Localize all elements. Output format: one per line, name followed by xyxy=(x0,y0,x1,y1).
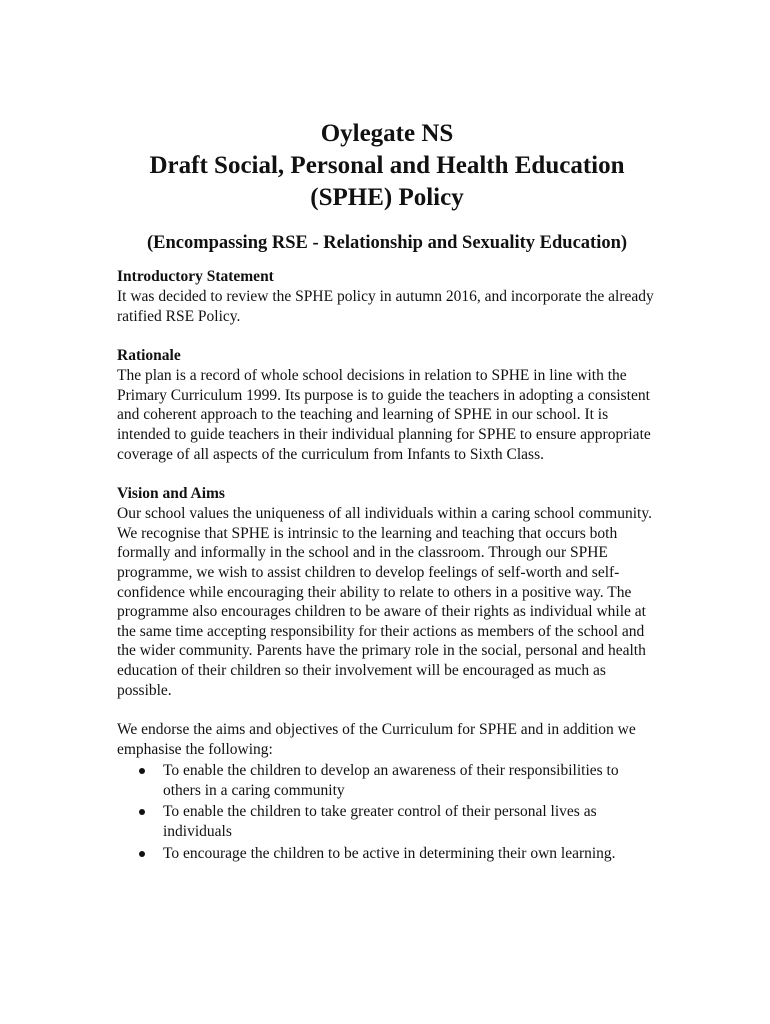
section-heading: Rationale xyxy=(117,347,181,365)
section-heading: Introductory Statement xyxy=(117,268,274,285)
aims-intro: We endorse the aims and objectives of the Curriculum for SPHE and in addition we emphasise the following: xyxy=(117,721,636,758)
section-body: The plan is a record of whole school decisions in relation to SPHE in line with the Primary Curriculum 1999. Its purpose is to guide the teachers in adopting a consistent and coherent approach to the teaching and learning of SPHE in our school. It is intended to guide teachers in their individual planning for SPHE to ensure appropriate coverage of all aspects of the curriculum from Infants to Sixth Class. xyxy=(117,367,651,463)
section-rationale xyxy=(117,346,657,464)
list-item-text: To enable the children to take greater control of their personal lives as individuals xyxy=(163,803,597,841)
section-heading: Vision and Aims xyxy=(117,485,225,503)
list-item xyxy=(117,761,657,800)
bullet-icon xyxy=(139,809,145,815)
section-body: It was decided to review the SPHE policy in autumn 2016, and incorporate the already ratified RSE Policy. xyxy=(117,288,654,325)
aims-list xyxy=(117,761,657,863)
list-item-text: To enable the children to develop an awareness of their responsibilities to others in a caring community xyxy=(163,762,619,799)
bullet-icon xyxy=(139,768,145,774)
document-title xyxy=(117,118,657,214)
title-policy-acronym: (SPHE) Policy xyxy=(310,184,464,211)
document-page xyxy=(117,118,657,865)
section-body: Our school values the uniqueness of all individuals within a caring school community. We recognise that SPHE is intrinsic to the learning and teaching that occurs both formally and informally in the school and in the classroom. Through our SPHE programme, we wish to assist children to develop feelings of self-worth and self-confidence while encouraging their ability to relate to others in a positive way. The programme also encourages children to be aware of their rights as individual while at the same time accepting responsibility for their actions as members of the school and the wider community. Parents have the primary role in the social, personal and health education of their children so their involvement will be encouraged as much as possible. xyxy=(117,505,652,699)
title-policy-name: Draft Social, Personal and Health Education xyxy=(149,152,625,179)
section-vision-and-aims xyxy=(117,484,657,700)
aims-block xyxy=(117,720,657,863)
document-subtitle: (Encompassing RSE - Relationship and Sexuality Education) xyxy=(146,233,628,253)
list-item-text: To encourage the children to be active in determining their own learning. xyxy=(163,844,616,862)
list-item xyxy=(117,802,657,841)
bullet-icon xyxy=(139,851,145,857)
section-introductory-statement xyxy=(117,267,657,326)
title-school-name: Oylegate NS xyxy=(320,120,454,147)
list-item xyxy=(117,844,657,864)
